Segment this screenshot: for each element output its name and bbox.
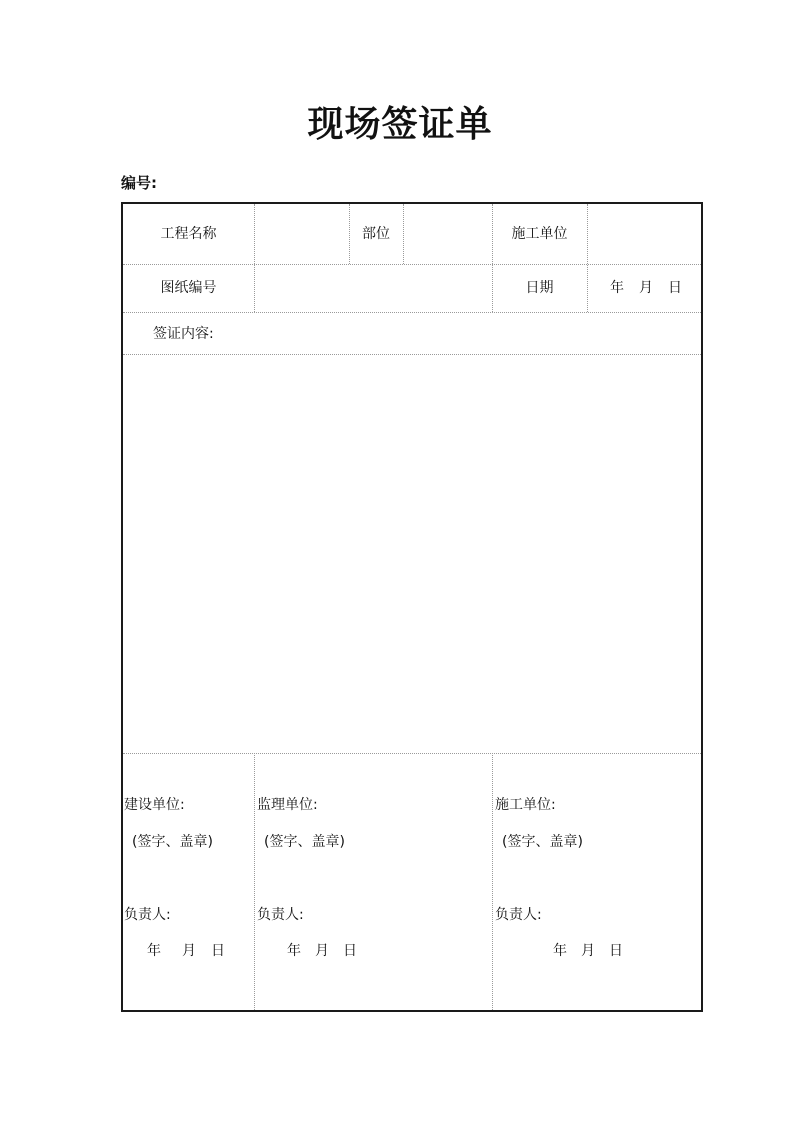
supervisor-date-year: 年 — [287, 943, 301, 959]
contractor-sign-note: (签字、盖章) — [502, 834, 583, 850]
supervisor-unit-label: 监理单位: — [257, 797, 318, 813]
date-year: 年 — [610, 280, 624, 296]
supervisor-date-day: 日 — [343, 943, 357, 959]
owner-date-day: 日 — [211, 943, 225, 959]
contractor-label: 施工单位 — [511, 226, 568, 242]
content-label: 签证内容: — [153, 326, 214, 342]
date-month: 月 — [639, 280, 653, 296]
contractor-person-label: 负责人: — [495, 907, 542, 923]
content-area[interactable] — [123, 355, 701, 753]
owner-person-label: 负责人: — [124, 907, 171, 923]
drawing-number-field[interactable] — [255, 265, 492, 312]
row-divider-4 — [123, 753, 701, 754]
date-label: 日期 — [525, 280, 554, 296]
location-label: 部位 — [362, 226, 390, 242]
document-number-label: 编号: — [121, 174, 157, 192]
owner-unit-label: 建设单位: — [124, 797, 185, 813]
supervisor-date-month: 月 — [315, 943, 329, 959]
owner-date-month: 月 — [182, 943, 196, 959]
drawing-number-label: 图纸编号 — [160, 280, 217, 296]
contractor-unit-label: 施工单位: — [495, 797, 556, 813]
project-name-field[interactable] — [255, 204, 349, 264]
location-field[interactable] — [404, 204, 492, 264]
site-visa-form — [121, 202, 703, 1012]
contractor-date-year: 年 — [553, 943, 567, 959]
owner-sign-note: (签字、盖章) — [132, 834, 213, 850]
row-divider-2 — [123, 312, 701, 313]
project-name-label: 工程名称 — [160, 226, 217, 242]
form-title: 现场签证单 — [307, 104, 493, 145]
contractor-field[interactable] — [588, 204, 701, 264]
date-day: 日 — [668, 280, 682, 296]
supervisor-sign-note: (签字、盖章) — [264, 834, 345, 850]
contractor-date-month: 月 — [581, 943, 595, 959]
supervisor-person-label: 负责人: — [257, 907, 304, 923]
col-divider-sign-b — [492, 753, 493, 1010]
col-divider-sign-a — [254, 753, 255, 1010]
contractor-date-day: 日 — [609, 943, 623, 959]
owner-date-year: 年 — [147, 943, 161, 959]
